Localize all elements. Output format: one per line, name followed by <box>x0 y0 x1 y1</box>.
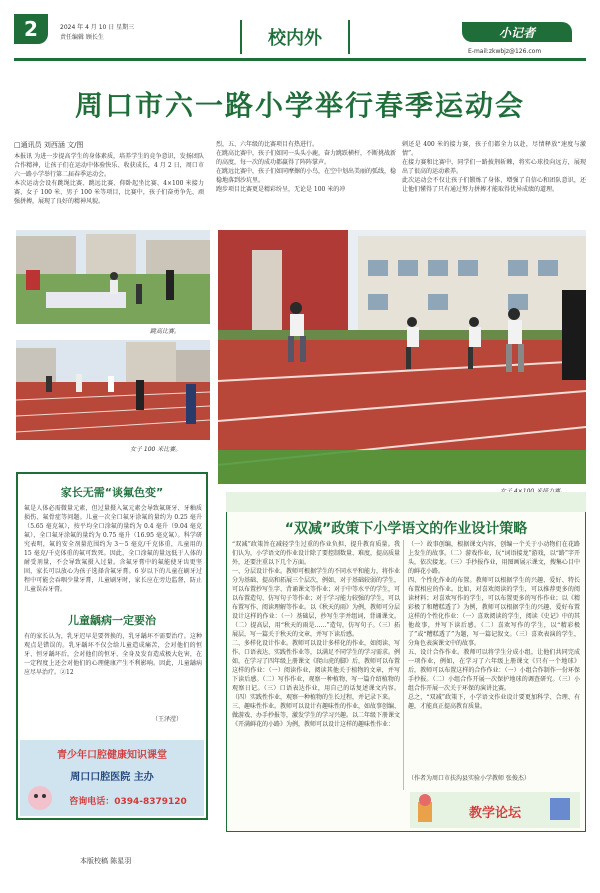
article-author: （作者为周口市扶沟县实验小学教师 张俊杰） <box>408 775 530 782</box>
ad-title: 青少年口腔健康知识课堂 <box>57 750 167 761</box>
sidebar-text-1: 氟是人体必需微量元素，但过量摄入氟元素会导致氟斑牙、牙釉质损伤、氟骨症等问题。儿童一次全口氟牙涂氟的量约为 0.25 毫升（5.65 毫克氟），按平均全口涂氟的量约为 0.4 毫升（9.04 毫克氟），全口氟牙涂氟的量约为 0.75 毫升（16.95 毫克氟）。科学研究表明，氟的安全剂量范围约为 3～5 毫克/千克体重，儿童用的 15 毫克/千克体重的氟可致死。因此，全口涂氟的量远低于人体的耐受剂量，不会导致氟摄入过量。含氟牙膏中的氟能使牙齿更坚固，家长可以放心为孩子选择含氟牙膏。6 岁以下的儿童在刷牙过程中可能会吞咽少量牙膏，儿童刷牙时，家长应在旁边监督，防止儿童误吞牙膏。 <box>24 505 202 593</box>
clinic-ad <box>20 740 204 816</box>
editor-line: 责任编辑 顾长生 <box>60 34 104 41</box>
email: E-mail:zkwbjz@126.com <box>468 48 542 55</box>
ad-hospital: 周口口腔医院 主办 <box>70 772 154 783</box>
caption-photo2: 女子 100 米比赛。 <box>130 446 182 453</box>
section-title: 校内外 <box>240 20 350 54</box>
date-line: 2024 年 4 月 10 日 星期三 <box>60 24 135 31</box>
story-col3: 刺还是 400 米的接力赛，孩子们都全力以赴，尽情释放“速度与激情”。 在接力赛和比赛中，同学们一路披荆斩棘，将实心球投向远方，展现出了很高的运动素养。 此次运动会不仅让孩子们锻炼了身体、增强了自信心和团队意识，还让他们懂得了只有通过努力拼搏才能取得优异成绩的道理。 <box>402 141 586 193</box>
caption-photo1: 跳高比赛。 <box>150 328 181 335</box>
photo-high-jump <box>16 230 210 324</box>
article-col1: “双减”政策旨在减轻学生过重的作业负担，提升教育质量。我们认为，小学语文的作业设计除了要控制数量、难度，提高质量外，还要注重以下几个方面。 一、分层设计作业。教师可根据学生的不同水平和能力，将作业分为基础、提高和拓展三个层次，例如，对于基础较弱的学生，可以布置抄写生字、背诵课文等作业；对于中等水平的学生，可以布置造句、仿写句子等作业；对于学习能力较强的学生，可以布置写作、阅读理解等作业。以《秋天的雨》为例，教师可分层设计这样的作业：（一）基础层，抄写生字并组词，背诵课文。（二）提高层，用“秋天的雨是……”造句，仿写句子。（三）拓展层，写一篇关于秋天的文章，并写下读后感。 二、多样化设计作业。教师可以设计多样化的作业，如阅读、写作、口语表达、实践性作业等，以满足不同学生的学习需求。例如，在学习了四年级上册课文《爬山虎的脚》后，教师可以布置这样的作业：（一）阅读作业，阅读其他关于植物的文章，并写下读后感。（二）写作作业，观察一种植物，写一篇介绍植物的观察日记。（三）口语表达作业，用自己的话复述课文内容。（四）实践性作业，观察一种植物的生长过程，并记录下来。 三、趣味性作业。教师可以设计有趣味性的作业，如故事创编、做游戏、办手抄报等，激发学生的学习兴趣。以二年级下册课文《开满鲜花的小路》为例，教师可以设计这样的趣味性作业： <box>232 541 400 728</box>
brand-logo: 小记者 <box>462 22 572 42</box>
column-tag-box <box>410 792 580 828</box>
proofreader: 本版校稿 陈星羽 <box>80 857 132 865</box>
byline: □通讯员 刘西涵 文/图 <box>14 141 84 149</box>
column-tag: 教学论坛 <box>468 806 521 821</box>
sidebar-title-1: 家长无需“谈氟色变” <box>60 486 164 499</box>
sidebar-text-2: 有的家长认为，乳牙迟早是要替换的，乳牙龋坏不需要治疗。这种观点是错误的。乳牙龋坏不仅会给儿童造成痛苦，会对他们的恒牙、恒牙龋坏后，会对他们的恒牙、全身及发育造成极大危害，在一定程度上还会对他们的心理健康产生不利影响。因此，儿童龋病应尽早治疗。②12 <box>24 633 202 676</box>
sidebar-source: （王泽滢） <box>152 716 183 723</box>
article-col2: （一）故事创编，根据课文内容，创编一个关于小动物们在花路上发生的故事。（二）游戏作业，玩“词语接龙”游戏，以“路”字开头，依次接龙。（三）手抄报作业，用图画展示课文，搜集心目中的鲜花小路。 四、个性化作业的布置。教师可以根据学生的兴趣、爱好、特长布置相应的作业。比如，对喜欢阅读的学生，可以推荐更多的阅读材料；对喜欢写作的学生，可以布置更多的写作作业；以《精彩极了和糟糕透了》为例，教师可以根据学生的兴趣、爱好布置这样的个性化作业：（一）喜欢阅读的学生，阅读《史记》中的其他故事，并写下读后感。（二）喜欢写作的学生，以“精彩极了”或“糟糕透了”为题，写一篇记叙文。（三）喜欢表演的学生，分角色表演课文中的故事。 五、设计合作作业。教师可以将学生分成小组，让他们共同完成一项作业，例如，在学习了六年级上册课文《只有一个地球》后，教师可以布置这样的合作作业：（一）小组合作制作一份环保手抄报。（二）小组合作开展一次保护地球的调查研究。（三）小组合作开展一次关于环保的演讲比赛。 总之，“双减”政策下，小学语文作业设计要更加科学、合理、有趣，才能真正提高教育质量。 <box>408 541 580 710</box>
photo-100m-race <box>16 340 210 440</box>
article-banner <box>226 492 586 512</box>
article-column-divider <box>403 540 404 790</box>
story-col1: 本报讯 为进一步提高学生的身体素质，培养学生的竞争意识，发扬团队合作精神，让孩子们在运动中体验快乐、收获成长，4 月 2 日，周口市六一路小学举行第二届春季运动会。 本次运动会设有跳绳比赛、跳远比赛、仰卧起坐比赛、4×100 米接力赛、女子 100 米、男子 100 米等项目，比赛中，孩子们奋勇争先、顽强拼搏，展现了良好的精神风貌。 <box>14 153 204 205</box>
headline: 周口市六一路小学举行春季运动会 <box>74 89 525 122</box>
photo-relay-race <box>218 230 586 484</box>
ad-phone: 咨询电话：0394-8379120 <box>69 797 187 807</box>
article-title: “双减”政策下小学语文的作业设计策略 <box>284 521 528 537</box>
sidebar-title-2: 儿童龋病一定要治 <box>68 614 156 627</box>
story-col2: 烈，五、六年级的比赛项目有热进行。 在跳高比赛中，孩子们如同一头头小鹿，奋力跳跃横杆，不断挑战新的高度，每一次的成功都赢得了阵阵掌声。 在跳远比赛中，孩子们如同摩擦的小鸟，在空中划出美丽的弧线，稳稳地落到沙坑里。 跑步项目比赛更是精彩纷呈，无论是 100 米的冲 <box>216 141 396 193</box>
page-number: 2 <box>14 14 48 44</box>
header-divider <box>14 58 586 61</box>
